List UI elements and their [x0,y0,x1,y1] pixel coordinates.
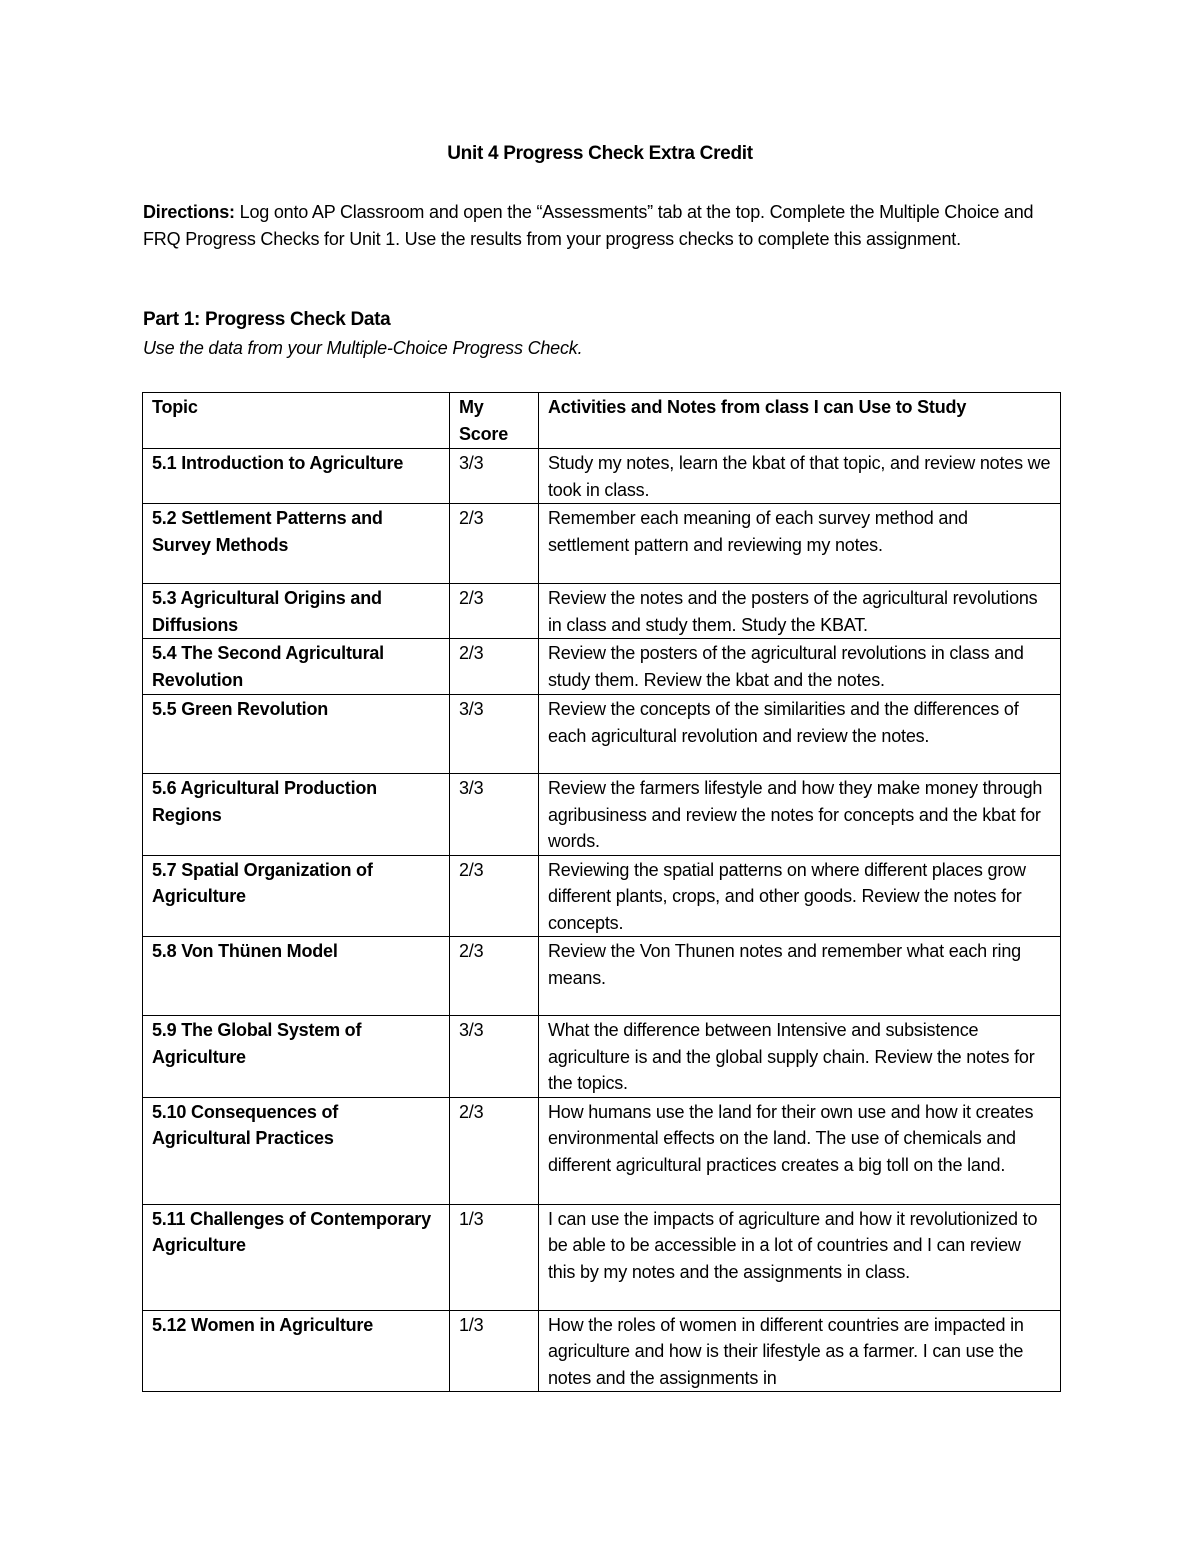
score-cell: 2/3 [450,504,539,584]
notes-cell: Review the Von Thunen notes and remember what each ring means. [539,937,1061,1016]
notes-cell: How humans use the land for their own use and how it creates environmental effects on the land. The use of chemicals and different agricultural practices creates a big toll on the land. [539,1097,1061,1204]
directions-label: Directions: [143,202,235,222]
notes-cell: I can use the impacts of agriculture and how it revolutionized to be able to be accessible in a lot of countries and I can review this by my notes and the assignments in class. [539,1204,1061,1310]
table-row [143,855,1061,937]
score-cell: 2/3 [450,855,539,937]
header-activities: Activities and Notes from class I can Use to Study [539,393,1061,449]
score-cell: 3/3 [450,1016,539,1098]
progress-check-table [142,392,1061,1392]
score-cell: 3/3 [450,774,539,856]
notes-cell: How the roles of women in different countries are impacted in agriculture and how is their lifestyle as a farmer. I can use the notes and the assignments in [539,1310,1061,1392]
table-row [143,449,1061,504]
table-row [143,937,1061,1016]
topic-cell: 5.12 Women in Agriculture [143,1310,450,1392]
topic-cell: 5.11 Challenges of Contemporary Agriculture [143,1204,450,1310]
notes-cell: Review the notes and the posters of the agricultural revolutions in class and study them. Study the KBAT. [539,584,1061,639]
notes-cell: Remember each meaning of each survey method and settlement pattern and reviewing my notes. [539,504,1061,584]
directions-text: Log onto AP Classroom and open the “Assessments” tab at the top. Complete the Multiple Choice and FRQ Progress Checks for Unit 1. Use the results from your progress checks to complete this assignment. [143,202,1034,249]
directions-paragraph [143,199,1063,252]
table-row [143,1204,1061,1310]
score-cell: 2/3 [450,584,539,639]
table-header-row [143,393,1061,449]
topic-cell: 5.4 The Second Agricultural Revolution [143,639,450,695]
topic-cell: 5.8 Von Thünen Model [143,937,450,1016]
table-row [143,639,1061,695]
topic-cell: 5.10 Consequences of Agricultural Practices [143,1097,450,1204]
topic-cell: 5.2 Settlement Patterns and Survey Methods [143,504,450,584]
table-row [143,695,1061,774]
table-row [143,504,1061,584]
table-row [143,1016,1061,1098]
score-cell: 2/3 [450,1097,539,1204]
notes-cell: Study my notes, learn the kbat of that topic, and review notes we took in class. [539,449,1061,504]
table-row [143,774,1061,856]
part1-heading: Part 1: Progress Check Data [143,309,391,330]
score-cell: 2/3 [450,937,539,1016]
score-cell: 3/3 [450,449,539,504]
table-row [143,584,1061,639]
header-topic: Topic [143,393,450,449]
notes-cell: Review the concepts of the similarities and the differences of each agricultural revolution and review the notes. [539,695,1061,774]
document-title: Unit 4 Progress Check Extra Credit [447,143,753,164]
topic-cell: 5.5 Green Revolution [143,695,450,774]
topic-cell: 5.7 Spatial Organization of Agriculture [143,855,450,937]
score-cell: 1/3 [450,1204,539,1310]
topic-cell: 5.1 Introduction to Agriculture [143,449,450,504]
score-cell: 3/3 [450,695,539,774]
score-cell: 1/3 [450,1310,539,1392]
topic-cell: 5.3 Agricultural Origins and Diffusions [143,584,450,639]
table-row [143,1097,1061,1204]
notes-cell: Review the posters of the agricultural revolutions in class and study them. Review the kbat and the notes. [539,639,1061,695]
notes-cell: What the difference between Intensive and subsistence agriculture is and the global supply chain. Review the notes for the topics. [539,1016,1061,1098]
part1-subtitle: Use the data from your Multiple-Choice Progress Check. [143,338,583,358]
notes-cell: Review the farmers lifestyle and how they make money through agribusiness and review the notes for concepts and the kbat for words. [539,774,1061,856]
topic-cell: 5.6 Agricultural Production Regions [143,774,450,856]
topic-cell: 5.9 The Global System of Agriculture [143,1016,450,1098]
notes-cell: Reviewing the spatial patterns on where different places grow different plants, crops, and other goods. Review the notes for concepts. [539,855,1061,937]
table-row [143,1310,1061,1392]
header-score: My Score [450,393,539,449]
score-cell: 2/3 [450,639,539,695]
